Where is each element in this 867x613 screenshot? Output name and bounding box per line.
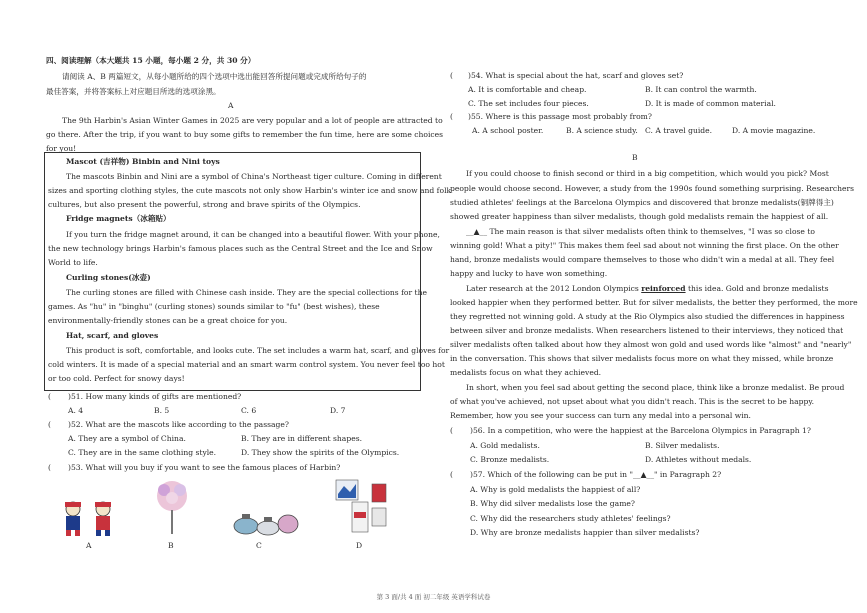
instructions-line-2: 最佳答案，并将答案标上对应题目所选的选项涂黑。 (46, 87, 221, 96)
mascot-toys-image (58, 500, 120, 538)
p3-lead-text: Later research at the 2012 London Olympics (466, 284, 642, 293)
question-paren: ( (450, 71, 453, 80)
item-magnet-line: the new technology brings Harbin's famous places such as the Central Street and the Ice and Snow (48, 244, 433, 253)
passage-a-letter: A (228, 101, 234, 110)
q54-option-c: C. The set includes four pieces. (468, 99, 589, 108)
question-53-stem: )53. What will you buy if you want to see the famous places of Harbin? (68, 463, 341, 472)
item-hat-line: This product is soft, comfortable, and looks cute. The set includes a warm hat, scarf, and gloves for (66, 346, 450, 355)
q57-option-d: D. Why are bronze medalists happier than silver medalists? (470, 528, 700, 537)
q52-option-a: A. They are a symbol of China. (68, 434, 186, 443)
section-title: 四、阅读理解（本大题共 15 小题，每小题 2 分，共 30 分） (46, 56, 256, 65)
q54-option-a: A. It is comfortable and cheap. (468, 85, 587, 94)
q53-option-d: D (356, 541, 363, 550)
passage-b-line (466, 284, 828, 294)
q51-option-c: C. 6 (241, 406, 257, 415)
instructions-line-1: 请阅读 A、B 两篇短文，从每小题所给的四个选项中选出能回答所提问题或完成所给句子的 (62, 72, 367, 81)
question-51-stem: )51. How many kinds of gifts are mentioned? (68, 392, 242, 401)
passage-b-line: people would choose second. However, a study from the 1990s found something surprising. Researchers (450, 184, 855, 193)
item-hat-line: cold winters. It is made of a special material and an smart warm control system. You never feel too hot (48, 360, 445, 369)
passage-b-line: happy and lucky to have won something. (450, 269, 608, 278)
q52-option-d: D. They show the spirits of the Olympics. (241, 448, 400, 457)
q56-option-a: A. Gold medalists. (470, 441, 540, 450)
question-paren: ( (48, 420, 51, 429)
question-paren: ( (450, 112, 453, 121)
question-52-stem: )52. What are the mascots like according to the passage? (68, 420, 289, 429)
item-magnet-line: World to life. (48, 258, 98, 267)
item-heading-hat: Hat, scarf, and gloves (66, 331, 159, 340)
q54-option-b: B. It can control the warmth. (645, 85, 757, 94)
q51-option-a: A. 4 (68, 406, 84, 415)
item-curling-line: environmentally-friendly stones can be a great choice for you. (48, 316, 288, 325)
passage-b-line: hand, bronze medalists would compare themselves to those who didn't win a medal at all. They feel (450, 255, 835, 264)
q51-option-b: B. 5 (154, 406, 170, 415)
reinforced-word: reinforced (641, 284, 686, 293)
question-paren: ( (450, 470, 453, 479)
q52-option-b: B. They are in different shapes. (241, 434, 362, 443)
passage-b-line: __▲__ The main reason is that silver medalists often think to themselves, "I was so close to (466, 227, 815, 236)
item-heading-curling: Curling stones(冰壶) (66, 273, 151, 282)
q55-option-b: B. A science study. (566, 126, 638, 135)
passage-b-line: studied athletes' feelings at the Barcelona Olympics and discovered that bronze medalists(铜牌得主) (450, 198, 834, 207)
q57-option-c: C. Why did the researchers study athletes' feelings? (470, 514, 671, 523)
passage-a-intro-3: for you! (46, 144, 77, 153)
passage-b-line: In short, when you feel sad about getting the second place, think like a bronze medalist. Be proud (466, 383, 845, 392)
q55-option-d: D. A movie magazine. (732, 126, 816, 135)
curling-stones-image (232, 508, 300, 536)
item-curling-line: The curling stones are filled with Chinese cash inside. They are the special collections for the (66, 288, 427, 297)
item-mascot-line: sizes and sporting clothing styles, the cute mascots not only show Harbin's winter ice and snow and folk (48, 186, 452, 195)
p3-tail-text: this idea. Gold and bronze medalists (685, 284, 829, 293)
passage-b-line: winning gold! What a pity!" This makes them feel sad about not winning the first place. On the other (450, 241, 839, 250)
hat-scarf-gloves-image (332, 478, 390, 536)
passage-b-line: medalists focus on what they achieved. (450, 368, 602, 377)
question-55-stem: )55. Where is this passage most probably from? (468, 112, 652, 121)
question-56-stem: )56. In a competition, who were the happiest at the Barcelona Olympics in Paragraph 1? (470, 426, 811, 435)
passage-b-line: in the conversation. This shows that silver medalists focus more on what they missed, while bronze (450, 354, 834, 363)
q57-option-a: A. Why is gold medalists the happiest of all? (470, 485, 641, 494)
passage-b-line: between silver and bronze medalists. When researchers listened to their interviews, they noticed that (450, 326, 844, 335)
q53-option-b: B (168, 541, 174, 550)
item-heading-magnet: Fridge magnets（冰箱贴） (66, 214, 171, 223)
item-mascot-line: The mascots Binbin and Nini are a symbol of China's Northeast tiger culture. Coming in different (66, 172, 442, 181)
item-mascot-line: cultures, but also present the powerful, strong and brave spirits of the Olympics. (48, 200, 361, 209)
q57-option-b: B. Why did silver medalists lose the game? (470, 499, 635, 508)
item-magnet-line: If you turn the fridge magnet around, it can be changed into a beautiful flower. With your phone, (66, 230, 440, 239)
page-footer: 第 3 面/共 4 面 初二年级 英语学科试卷 (376, 593, 491, 601)
item-hat-line: or too cold. Perfect for snowy days! (48, 374, 185, 383)
item-curling-line: games. As "hu" in "binghu" (curling stones) sounds similar to "fu" (best wishes), these (48, 302, 380, 311)
q56-option-b: B. Silver medalists. (645, 441, 720, 450)
question-paren: ( (48, 392, 51, 401)
passage-b-line: of what you've achieved, not upset about what you didn't reach. This is the secret to be happy. (450, 397, 815, 406)
passage-a-intro-2: go there. After the trip, if you want to buy some gifts to remember the fun time, here are some choices (46, 130, 444, 139)
item-heading-mascot: Mascot (吉祥物) Binbin and Nini toys (66, 157, 220, 166)
passage-b-line: Remember, how you see your success can turn any medal into a personal win. (450, 411, 751, 420)
passage-b-letter: B (632, 153, 638, 162)
passage-b-line: silver medalists often talked about how they almost won gold and used words like "almost" and "nearly" (450, 340, 852, 349)
q54-option-d: D. It is made of common material. (645, 99, 776, 108)
question-54-stem: )54. What is special about the hat, scarf and gloves set? (468, 71, 684, 80)
q52-option-c: C. They are in the same clothing style. (68, 448, 217, 457)
q56-option-c: C. Bronze medalists. (470, 455, 550, 464)
passage-b-line: If you could choose to finish second or third in a big competition, which would you pick? Most (466, 169, 829, 178)
passage-a-intro-1: The 9th Harbin's Asian Winter Games in 2025 are very popular and a lot of people are attracted to (62, 116, 443, 125)
question-paren: ( (450, 426, 453, 435)
q55-option-a: A. A school poster. (472, 126, 544, 135)
question-paren: ( (48, 463, 51, 472)
q53-option-a: A (86, 541, 92, 550)
q51-option-d: D. 7 (330, 406, 346, 415)
q53-option-c: C (256, 541, 262, 550)
passage-b-line: they regretted not winning gold. A study at the Rio Olympics also studied the differences in happiness (450, 312, 845, 321)
passage-b-line: looked happier when they performed better. But for silver medalists, the better they performed, the more (450, 298, 858, 307)
q55-option-c: C. A travel guide. (645, 126, 713, 135)
fridge-magnet-image (150, 478, 194, 536)
passage-b-line: showed greater happiness than silver medalists, though gold medalists remain the happiest of all. (450, 212, 829, 221)
q56-option-d: D. Athletes without medals. (645, 455, 752, 464)
question-57-stem: )57. Which of the following can be put in "__▲__" in Paragraph 2? (470, 470, 722, 479)
